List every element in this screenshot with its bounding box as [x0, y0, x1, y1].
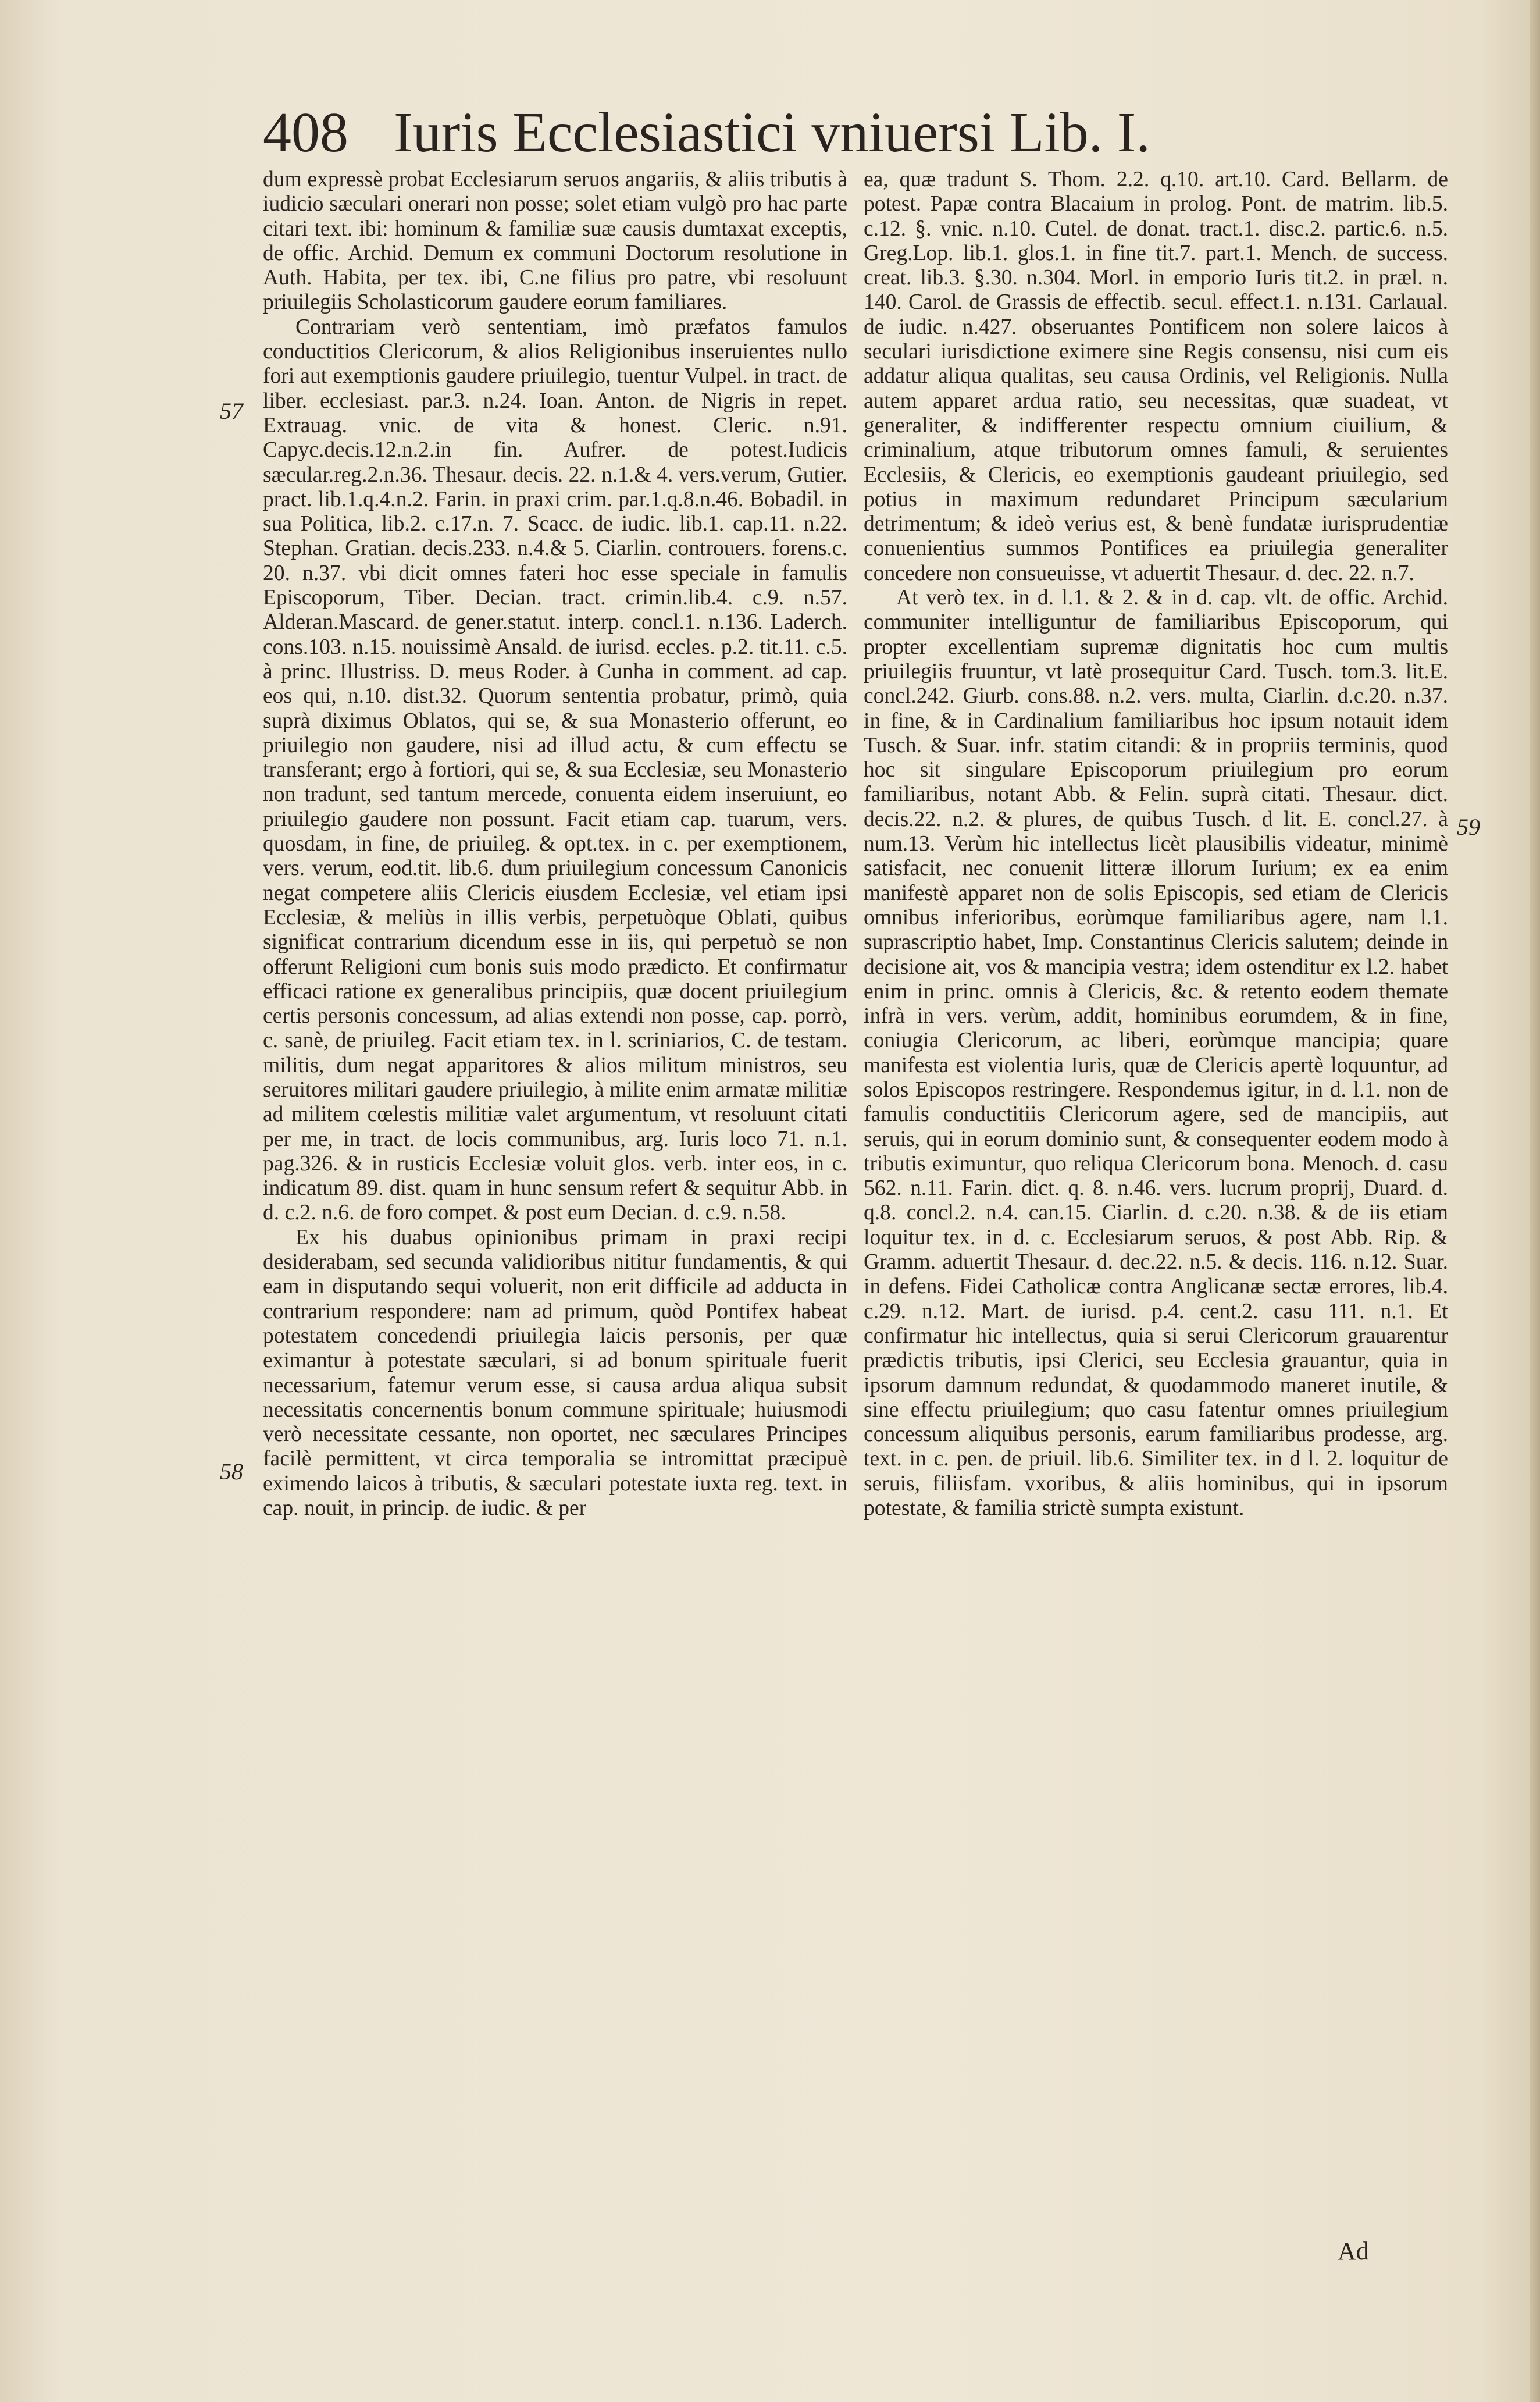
margin-paragraph-number: 59: [1457, 814, 1480, 840]
page-gutter-edge: [1530, 0, 1540, 2402]
page-number: 408: [263, 101, 348, 164]
paragraph: ea, quæ tradunt S. Thom. 2.2. q.10. art.10. Card. Bellarm. de potest. Papæ contra Blacaium in prolog. Pont. de matrim. lib.5. c.12. §. vnic. n.10. Cutel. de donat. tract.1. disc.2. partic.6. n.5. Greg.Lop. lib.1. glos.1. in fine tit.7. part.1. Mench. de success. creat. lib.3. §.30. n.304. Morl. in emporio Iuris tit.2. in præl. n. 140. Carol. de Grassis de effectib. secul. effect.1. n.131. Carlaual. de iudic. n.427. obseruantes Pontificem non solere laicos à seculari iurisdictione eximere sine Regis consensu, nisi cum eis addatur aliqua qualitas, seu causa Ordinis, vel Religionis. Nulla autem apparet ardua ratio, seu necessitas, quæ suadeat, vt generaliter, & indifferenter respectu omnium ciuilium, & criminalium, atque tributorum omnes famuli, & seruientes Ecclesiis, & Clericis, eo exemptionis gaudeant priuilegio, sed potius in maximum redundaret Principum sæcularium detrimentum; & ideò verius est, & benè fundatæ iurisprudentiæ conuenientius summos Pontifices ea priuilegia generaliter concedere non consueuisse, vt aduertit Thesaur. d. dec. 22. n.7.: [864, 168, 1448, 585]
right-text-column: [864, 168, 1448, 2273]
catchword: Ad: [1338, 2237, 1369, 2265]
running-header: [263, 98, 1286, 168]
margin-paragraph-number: 57: [220, 398, 243, 424]
margin-paragraph-number: 58: [220, 1458, 243, 1485]
running-title: Iuris Ecclesiastici vniuersi Lib. I.: [394, 101, 1150, 164]
paragraph: dum expressè probat Ecclesiarum seruos angariis, & aliis tributis à iudicio sæculari onerari non posse; solet etiam vulgò pro hac parte citari text. ibi: hominum & familiæ suæ causis dumtaxat exceptis, de offic. Archid. Demum ex communi Doctorum resolutione in Auth. Habita, per tex. ibi, C.ne filius pro patre, vbi resoluunt priuilegiis Scholasticorum gaudere eorum familiares.: [263, 168, 847, 315]
paragraph: Ex his duabus opinionibus primam in praxi recipi desiderabam, sed secunda validioribus nititur fundamentis, & qui eam in disputando sequi voluerit, non erit difficile ad adducta in contrarium respondere: nam ad primum, quòd Pontifex habeat potestatem concedendi priuilegia laicis personis, per quæ eximantur à potestate sæculari, si ad bonum spirituale fuerit necessarium, fatemur verum esse, si causa ardua aliqua subsit necessitatis concernentis bonum commune spirituale; huiusmodi verò necessitate cessante, non oportet, nec sæculares Principes facilè permittent, vt circa temporalia se intromittat præcipuè eximendo laicos à tributis, & sæculari potestate iuxta reg. text. in cap. nouit, in princip. de iudic. & per: [263, 1225, 847, 1521]
paragraph: Contrariam verò sententiam, imò præfatos famulos conductitios Clericorum, & alios Religionibus inseruientes nullo fori aut exemptionis gaudere priuilegio, tuentur Vulpel. in tract. de liber. ecclesiast. par.3. n.24. Ioan. Anton. de Nigris in repet. Extrauag. vnic. de vita & honest. Cleric. n.91. Capyc.decis.12.n.2.in fin. Aufrer. de potest.Iudicis sæcular.reg.2.n.36. Thesaur. decis. 22. n.1.& 4. vers.verum, Gutier. pract. lib.1.q.4.n.2. Farin. in praxi crim. par.1.q.8.n.46. Bobadil. in sua Politica, lib.2. c.17.n. 7. Scacc. de iudic. lib.1. cap.11. n.22. Stephan. Gratian. decis.233. n.4.& 5. Ciarlin. controuers. forens.c. 20. n.37. vbi dicit omnes fateri hoc esse speciale in famulis Episcoporum, Tiber. Decian. tract. crimin.lib.4. c.9. n.57. Alderan.Mascard. de gener.statut. interp. concl.1. n.136. Laderch. cons.103. n.15. nouissimè Ansald. de iurisd. eccles. p.2. tit.11. c.5. à princ. Illustriss. D. meus Roder. à Cunha in comment. ad cap. eos qui, n.10. dist.32. Quorum sententia probatur, primò, quia suprà diximus Oblatos, qui se, & sua Monasterio offerunt, eo priuilegio non gaudere, nisi ad illud actu, & cum effectu se transferant; ergo à fortiori, qui se, & sua Ecclesiæ, seu Monasterio non tradunt, sed tantum mercede, conuenta eidem inseruiunt, eo priuilegio gaudere non possunt. Facit etiam cap. tuarum, vers. quosdam, in fine, de priuileg. & opt.tex. in c. per exemptionem, vers. verum, eod.tit. lib.6. dum priuilegium concessum Canonicis negat competere aliis Clericis eiusdem Ecclesiæ, vel etiam ipsi Ecclesiæ, & meliùs in illis verbis, perpetuòque Oblati, quibus significat contrarium dicendum esse in iis, qui perpetuò se non offerunt Religioni cum bonis suis modo prædicto. Et confirmatur efficaci ratione ex generalibus principiis, quæ docent priuilegium certis personis concessum, ad alias extendi non posse, cap. porrò, c. sanè, de priuileg. Facit etiam tex. in l. scriniarios, C. de testam. militis, dum negat apparitores & alios militum ministros, seu seruitores militari gaudere priuilegio, à milite enim armatæ militiæ ad militem cœlestis militiæ valet argumentum, vt resoluunt citati per me, in tract. de locis communibus, arg. Iuris loco 71. n.1. pag.326. & in rusticis Ecclesiæ voluit glos. verb. inter eos, in c. indicatum 89. dist. quam in hunc sensum refert & sequitur Abb. in d. c.2. n.6. de foro compet. & post eum Decian. d. c.9. n.58.: [263, 315, 847, 1225]
left-text-column: [263, 168, 847, 2273]
paragraph: At verò tex. in d. l.1. & 2. & in d. cap. vlt. de offic. Archid. communiter intelliguntur de familiaribus Episcoporum, qui propter excellentiam supremæ dignitatis hoc cum multis priuilegiis fruuntur, vt latè prosequitur Card. Tusch. tom.3. lit.E. concl.242. Giurb. cons.88. n.2. vers. multa, Ciarlin. d.c.20. n.37. in fine, & in Cardinalium familiaribus hoc ipsum notauit idem Tusch. & Suar. infr. statim citandi: & in propriis terminis, quod hoc sit singulare Episcoporum priuilegium pro eorum familiaribus, notant Abb. & Felin. suprà citati. Thesaur. dict. decis.22. n.2. & plures, de quibus Tusch. d lit. E. concl.27. à num.13. Verùm hic intellectus licèt plausibilis videatur, minimè satisfacit, nec conuenit litteræ illorum Iurium; ex ea enim manifestè apparet non de solis Episcopis, sed etiam de Clericis omnibus inferioribus, eorùmque familiaribus agere, nam l.1. suprascriptio habet, Imp. Constantinus Clericis salutem; deinde in decisione ait, vos & mancipia vestra; idem ostenditur ex l.2. habet enim in princ. omnis à Clericis, &c. & retento eodem themate infrà in vers. verùm, addit, hominibus eorumdem, & in fine, coniugia Clericorum, ac liberi, eorùmque mancipia; quare manifesta est violentia Iuris, quæ de Clericis apertè loquuntur, ad solos Episcopos restringere. Respondemus igitur, in d. l.1. non de famulis conductitiis Clericorum agere, sed de mancipiis, aut seruis, qui in eorum dominio sunt, & consequenter eodem modo à tributis eximuntur, quo reliqua Clericorum bona. Menoch. d. casu 562. n.11. Farin. dict. q. 8. n.46. vers. lucrum proprij, Duard. d. q.8. concl.2. n.4. can.15. Ciarlin. d. c.20. n.38. & de iis etiam loquitur tex. in d. c. Ecclesiarum seruos, & post Abb. Rip. & Gramm. aduertit Thesaur. d. dec.22. n.5. & decis. 116. n.12. Suar. in defens. Fidei Catholicæ contra Anglicanæ sectæ errores, lib.4. c.29. n.12. Mart. de iurisd. p.4. cent.2. casu 111. n.1. Et confirmatur hic intellectus, quia si serui Clericorum grauarentur prædictis tributis, ipsi Clerici, seu Ecclesia grauantur, quia in ipsorum damnum redundat, & quodammodo maneret inutile, & sine effectu priuilegium; quo casu fatentur omnes priuilegium concessum aliquibus personis, earum familiaribus prodesse, arg. text. in c. pen. de priuil. lib.6. Similiter tex. in d l. 2. loquitur de seruis, filiisfam. vxoribus, & aliis hominibus, qui in ipsorum potestate, & familia strictè sumpta existunt.: [864, 586, 1448, 1521]
